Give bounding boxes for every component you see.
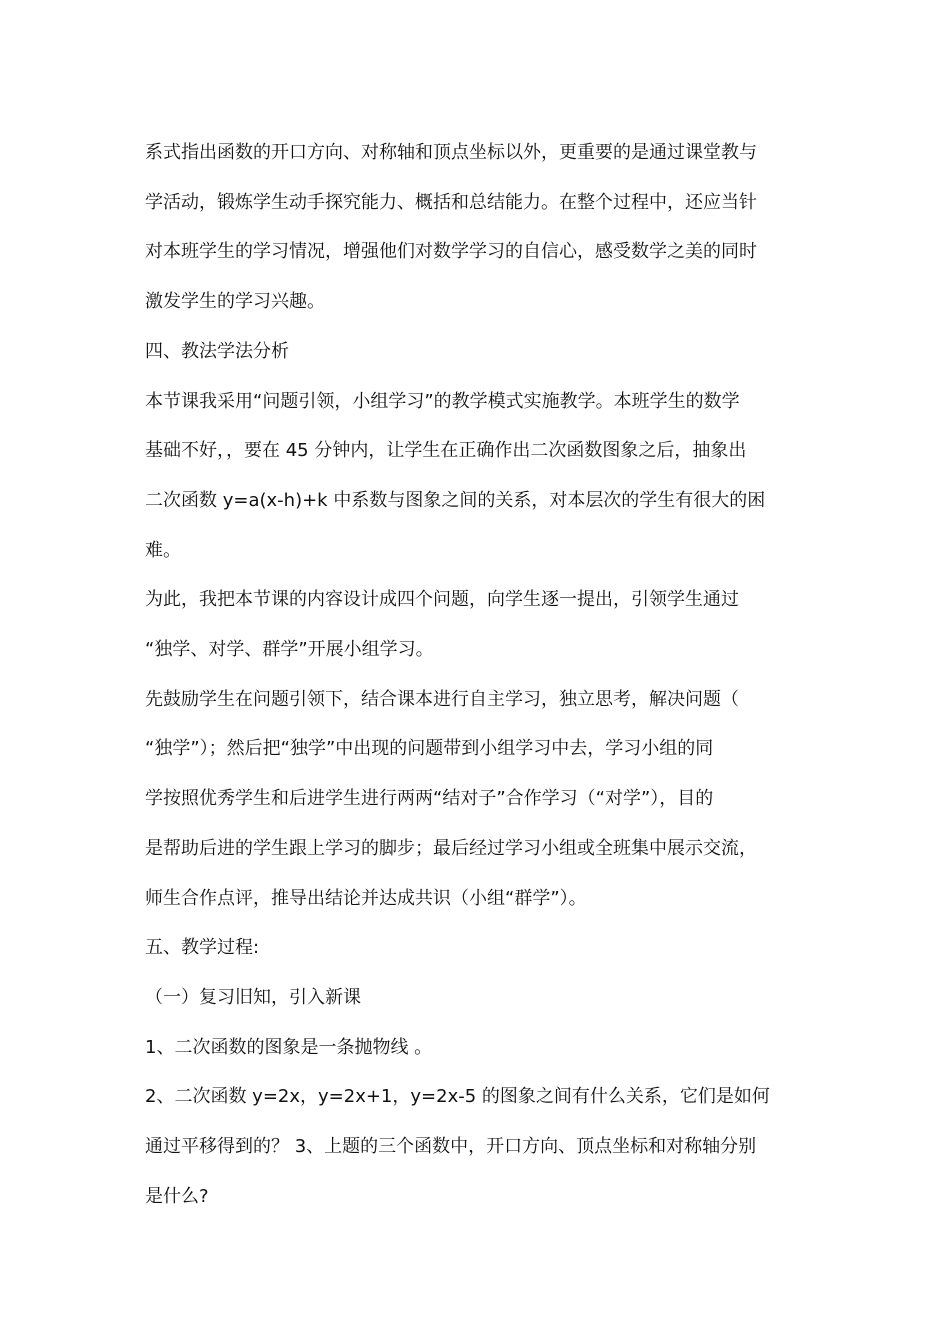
section-heading: 四、教法学法分析 [145, 340, 289, 362]
text-line: “独学、对学、群学”开展小组学习。 [145, 639, 434, 661]
text-line: 系式指出函数的开口方向、对称轴和顶点坐标以外，更重要的是通过课堂教与 [145, 142, 757, 163]
text-line: 为此，我把本节课的内容设计成四个问题，向学生逐一提出，引领学生通过 [145, 589, 739, 611]
text-line: 二次函数 y=a(x-h)+k 中系数与图象之间的关系，对本层次的学生有很大的困 [145, 489, 766, 511]
document-body [145, 128, 810, 1221]
subsection-heading: （一）复习旧知，引入新课 [145, 986, 361, 1008]
text-line: 基础不好，，要在 45 分钟内，让学生在正确作出二次函数图象之后，抽象出 [145, 440, 747, 462]
text-line: 2、二次函数 y=2x，y=2x+1，y=2x-5 的图象之间有什么关系，它们是如何 [145, 1086, 770, 1108]
text-line: 师生合作点评，推导出结论并达成共识（小组“群学”）。 [145, 887, 587, 909]
text-line: 对本班学生的学习情况，增强他们对数学学习的自信心，感受数学之美的同时 [145, 241, 757, 263]
text-line: 难。 [145, 539, 181, 561]
text-line: 通过平移得到的？ 3、上题的三个函数中，开口方向、顶点坐标和对称轴分别 [145, 1136, 757, 1158]
text-line: 是帮助后进的学生跟上学习的脚步；最后经过学习小组或全班集中展示交流， [145, 837, 757, 859]
text-line: 先鼓励学生在问题引领下，结合课本进行自主学习，独立思考，解决问题（ [145, 688, 739, 710]
text-line: 1、二次函数的图象是一条抛物线 。 [145, 1036, 433, 1058]
text-line: 学活动，锻炼学生动手探究能力、概括和总结能力。在整个过程中，还应当针 [145, 191, 757, 213]
text-line: 是什么? [145, 1185, 209, 1207]
text-line: “独学”）；然后把“独学”中出现的问题带到小组学习中去，学习小组的同 [145, 738, 714, 760]
text-line: 学按照优秀学生和后进学生进行两两“结对子”合作学习（“对学”），目的 [145, 788, 714, 810]
text-line: 本节课我采用“问题引领，小组学习”的教学模式实施教学。本班学生的数学 [145, 390, 740, 412]
section-heading: 五、教学过程: [145, 937, 260, 959]
text-line: 激发学生的学习兴趣。 [145, 291, 325, 313]
